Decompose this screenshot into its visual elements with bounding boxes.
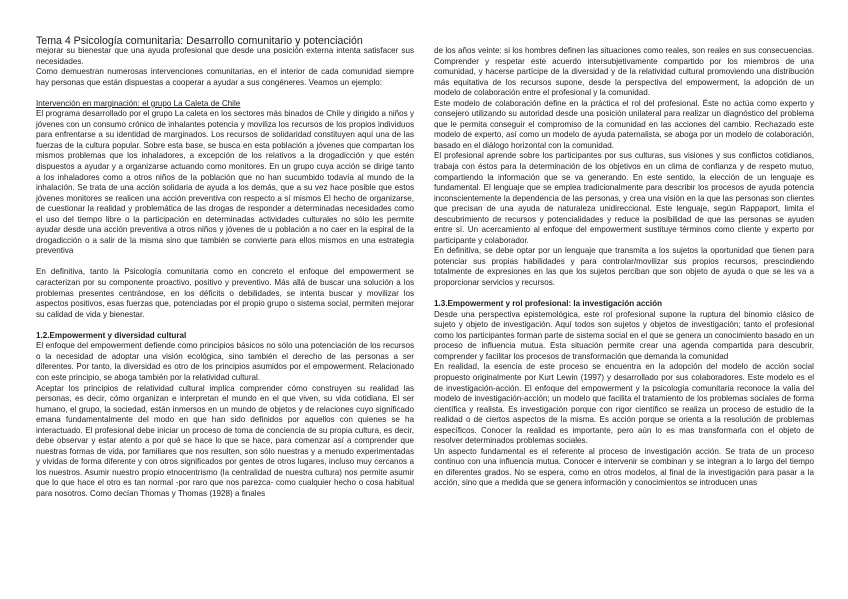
left-column <box>36 46 414 500</box>
document-title: Tema 4 Psicología comunitaria: Desarrollo comunitario y potenciación <box>36 35 363 47</box>
paragraph-modelo-colaboracion: Este modelo de colaboración define en la práctica el rol del profesional. Éste no actúa como experto y consejero utilizando su autoridad desde una posición unilateral para realizar un diagnóstico del problema que le permita conseguir el compromiso de la comunidad en las acciones del cambio. Rechazado este modelo de experto, así como un modelo de ayuda paternalista, se aboga por un modelo de colaboración, basado en el diálogo horizontal con la comunidad. <box>434 98 814 150</box>
intro-paragraph-2: Como demuestran numerosas intervenciones comunitarias, en el interior de cada comunidad siempre hay personas que están dispuestas a cooperar a ayudar a sus congéneres. Veamos un ejemplo: <box>36 67 414 87</box>
paragraph-lenguaje: En definitiva, se debe optar por un lenguaje que transmita a los sujetos la oportunidad que tienen para potenciar sus propias habilidades y para controlar/movilizar sus propios recursos, prescindiendo totalmente de expresiones en las que los sujetos perciban que son objeto de ayuda o que se les va a proporcionar servicios y recursos. <box>434 246 814 288</box>
paragraph-diversidad-1: El enfoque del empowerment defiende como principios básicos no sólo una potenciación de los recursos o la necesidad de adoptar una visión ecológica, sino también el derecho de las personas a ser diferentes. Por tanto, la diversidad es otro de los principios asumidos por el empowerment. Relacionado con este principio, se aboga también por la relatividad cultural. <box>36 341 414 382</box>
paragraph-conclusion: En definitiva, tanto la Psicología comunitaria como en concreto el enfoque del empowerment se caracterizan por su componente proactivo, positivo y preventivo. Más allá de buscar una solución a los problemas presentes centrándose, en los déficits o debilidades, se intenta buscar y movilizar los aspectos positivos, esas fuerzas que, potenciadas por el propio grupo o sistema social, permiten mejorar su calidad de vida y bienestar. <box>36 267 414 319</box>
section-heading-la-caleta: Intervención en marginación: el grupo La Caleta de Chile <box>36 98 241 108</box>
paragraph-diversidad-2: Aceptar los principios de relatividad cultural implica comprender cómo construyen su realidad las personas, es decir, cómo organizan e interpretan el mundo en el que viven, su vida cotidiana. El ser humano, el grupo, la sociedad, están inmersos en un mundo de objetos y de relaciones cuyo significado emana fundamentalmente del modo en que han sido definidos por aquellos con quienes se ha interactuado. El profesional debe iniciar un proceso de toma de conciencia de su propia cultura, es decir, debe observar y estar atento a por qué se hace lo que se hace, para comenzar así a comprender que nuestras formas de vida, por familiares que nos resulten, son sólo nuestras y a menudo experimentadas y vividas de forma diferente y con otros significados por gentes de otros lugares, incluso muy cercanos a los nuestros. Asumir nuestro propio etnocentrismo (la centralidad de nuestra cultura) nos permite asumir que lo que hace el otro es tan normal -por raro que nos parezca- como cualquier hecho o cosa habitual para nosotros. Como decían Thomas y Thomas (1928) a finales <box>36 383 414 498</box>
paragraph-epistemologia: Desde una perspectiva epistemológica, este rol profesional supone la ruptura del binomio clásico de sujeto y objeto de investigación. Aquí todos son sujetos y objetos de investigación; tanto el profesional como los participantes forman parte de sistema social en el que se genera un conocimiento basado en un proceso de influencia mutua. Esta situación permite crear una agenda compartida para descubrir, comprender y facilitar los procesos de transformación que demanda la comunidad <box>434 309 814 361</box>
section-heading-investigacion-accion: 1.3.Empowerment y rol profesional: la investigación acción <box>434 299 663 309</box>
paragraph-lewin: En realidad, la esencia de este proceso se encuentra en la adopción del modelo de acción social propuesto originalmente por Kurt Lewin (1997) y desarrollado por sus colaboradores. Este modelo es el de investigación-acción. El enfoque del empowerment y la psicología comunitaria reconoce la valía del modelo de investigación-acción; un modelo que facilita el tratamiento de los problemas sociales de forma científica y realista. Es investigación porque con rigor científico se realiza un proceso de estudio de la realidad o de ciertos aspectos de la misma. Es acción porque se orienta a la resolución de problemas específicos. Conocer la realidad es importante, pero aún lo es mas transformarla con el objeto de resolver determinados problemas sociales. <box>434 362 814 446</box>
paragraph-profesional-aprende: El profesional aprende sobre los participantes por sus culturas, sus visiones y sus conflictos cotidianos, trabaja con éstos para la determinación de los objetivos en un clima de confianza y de respeto mutuo, compartiendo la información que se va generando. En este sentido, la elección de un lenguaje es fundamental. El lenguaje que se emplea tradicionalmente para describir los procesos de ayuda potencia inconscientemente la dependencia de las personas, y crea una visión en la que las personas son clientes que precisan de una ayuda de naturaleza unidireccional. Este lenguaje, según Rappaport, limita el descubrimiento de recursos y potencialidades y reduce la posibilidad de que las personas se ayuden entre sí. Un acercamiento al enfoque del empowerment sustituye términos como cliente y experto por participante y colaborador. <box>434 151 814 245</box>
intro-paragraph-1: mejorar su bienestar que una ayuda profesional que desde una posición externa intenta satisfacer sus necesidades. <box>36 46 414 66</box>
right-column <box>434 46 814 489</box>
paragraph-la-caleta: El programa desarrollado por el grupo La caleta en los sectores más binados de Chile y dirigido a niños y jóvenes con un consumo crónico de inhalantes potencia y moviliza los recursos de los propios individuos para enfrentarse a su identidad de marginados. Los recursos de solidaridad constituyen aquí una de las fuerzas de la cultura popular. Sobre esta base, se busca en esta población a jóvenes que compartan los mismos problemas que los inhaladores, a excepción de los relativos a la drogadicción y que estén dispuestos a ayudar y a organizarse actuando como monitores. En un grupo cuya acción se dirige tanto a los inhaladores como a otros niños de la población que no han sucumbido todavía al mundo de la inhalación. Se trata de una acción solidaria de ayuda a los demás, que a su vez hace posible que estos jóvenes monitores se realicen una acción preventiva con respecto a sí mismos El hecho de organizarse, de cuestionar la realidad y problemática de las drogas de responder a determinadas necesidades como el uso del tiempo libre o la participación en determinadas actividades culturales no sólo les permite ayudar desde una acción preventiva a otros niños y jóvenes de u población a no caer en la espiral de la drogadicción o a salir de la misma sino que también se convierte para ellos mismos en una estrategia preventiva <box>36 109 414 256</box>
section-heading-diversidad: 1.2.Empowerment y diversidad cultural <box>36 330 187 340</box>
paragraph-proceso-continuo: Un aspecto fundamental es el referente al proceso de investigación acción. Se trata de un proceso continuo con una influencia mutua. Conocer e intervenir se combinan y se integran a lo largo del tiempo en diferentes grados. No se espera, como en otros modelos, al final de la investigación para pasar a la acción, sino que a medida que se genera información y conocimientos se introducen unas <box>434 446 814 488</box>
paragraph-thomas: de los años veinte: si los hombres definen las situaciones como reales, son reales en sus consecuencias. Comprender y respetar este acuerdo intersubjetivamente compartido por los miembros de una comunidad, y hacerse partícipe de la diversidad y de la relatividad cultural promoviendo una distribución más equitativa de los recursos supone, desde la perspectiva del empowerment, la adopción de un modelo de colaboración entre el profesional y la comunidad. <box>434 46 814 98</box>
